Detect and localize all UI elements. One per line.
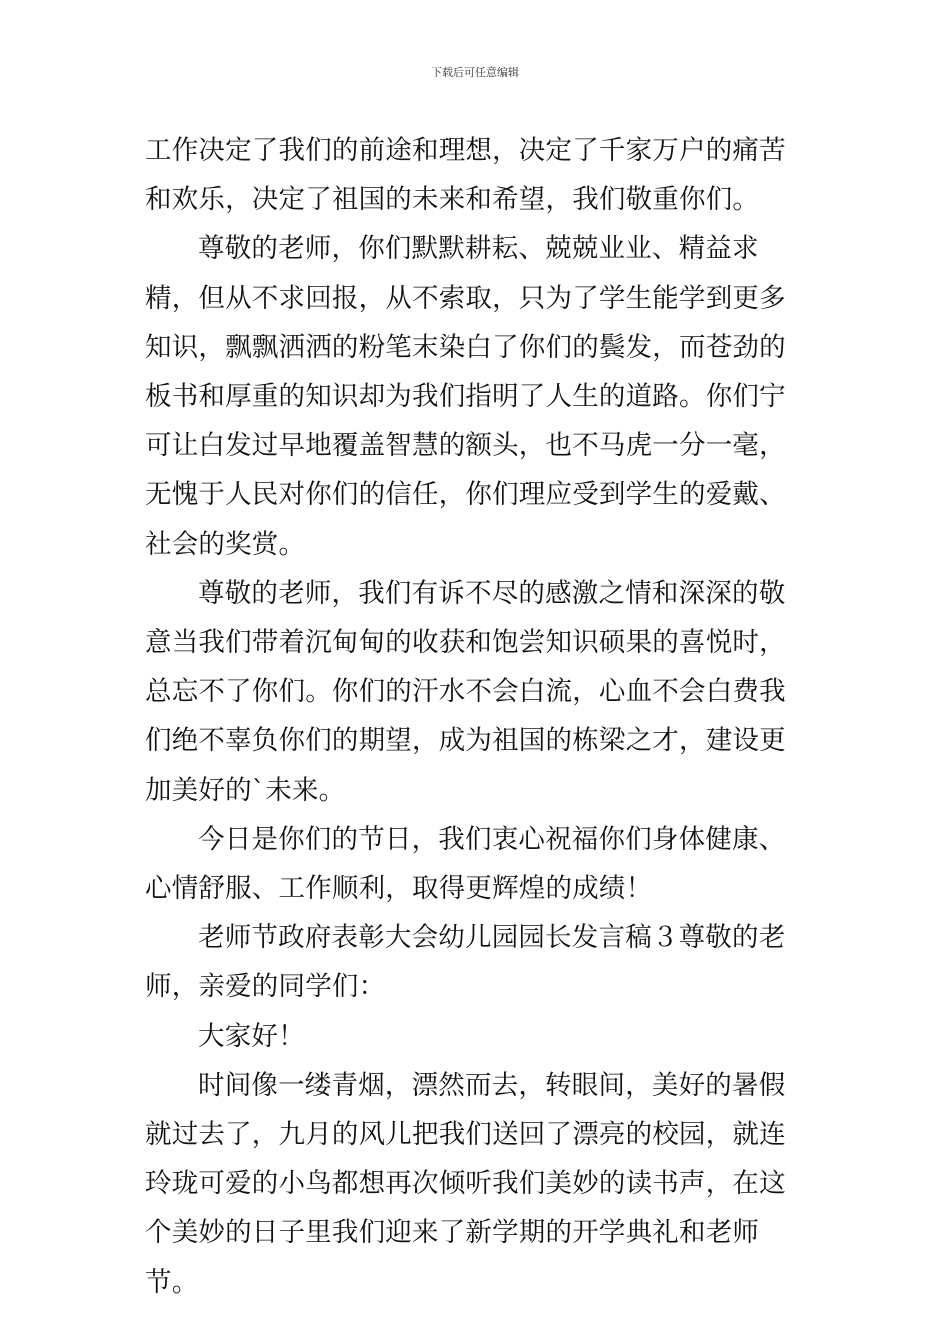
paragraph: 尊敬的老师，你们默默耕耘、兢兢业业、精益求精，但从不求回报，从不索取，只为了学生能学到更多知识，飘飘洒洒的粉笔末染白了你们的鬓发，而苍劲的板书和厚重的知识却为我们指明了人生的道路。你们宁可让白发过早地覆盖智慧的额头，也不马虎一分一毫，无愧于人民对你们的信任，你们理应受到学生的爱戴、社会的奖赏。 — [145, 233, 786, 560]
paragraph: 时间像一缕青烟，漂然而去，转眼间，美好的暑假就过去了，九月的风儿把我们送回了漂亮的校园，就连玲珑可爱的小鸟都想再次倾听我们美妙的读书声，在这个美妙的日子里我们迎来了新学期的开学典礼和老师节。 — [145, 1069, 786, 1298]
paragraph-speech-title: 老师节政府表彰大会幼儿园园长发言稿３尊敬的老师，亲爱的同学们： — [145, 922, 786, 1003]
paragraph-continued: 工作决定了我们的前途和理想，决定了千家万户的痛苦和欢乐，决定了祖国的未来和希望，我们敬重你们。 — [145, 135, 786, 216]
paragraph: 尊敬的老师，我们有诉不尽的感激之情和深深的敬意当我们带着沉甸甸的收获和饱尝知识硕果的喜悦时，总忘不了你们。你们的汗水不会白流，心血不会白费我们绝不辜负你们的期望，成为祖国的栋梁之才，建设更加美好的`未来。 — [145, 577, 786, 806]
paragraph-greeting: 大家好！ — [198, 1020, 305, 1052]
document-body — [145, 126, 809, 1307]
paragraph: 今日是你们的节日，我们衷心祝福你们身体健康、心情舒服、工作顺利，取得更辉煌的成绩！ — [145, 823, 786, 905]
page-header-note: 下载后可任意编辑 — [431, 66, 519, 79]
